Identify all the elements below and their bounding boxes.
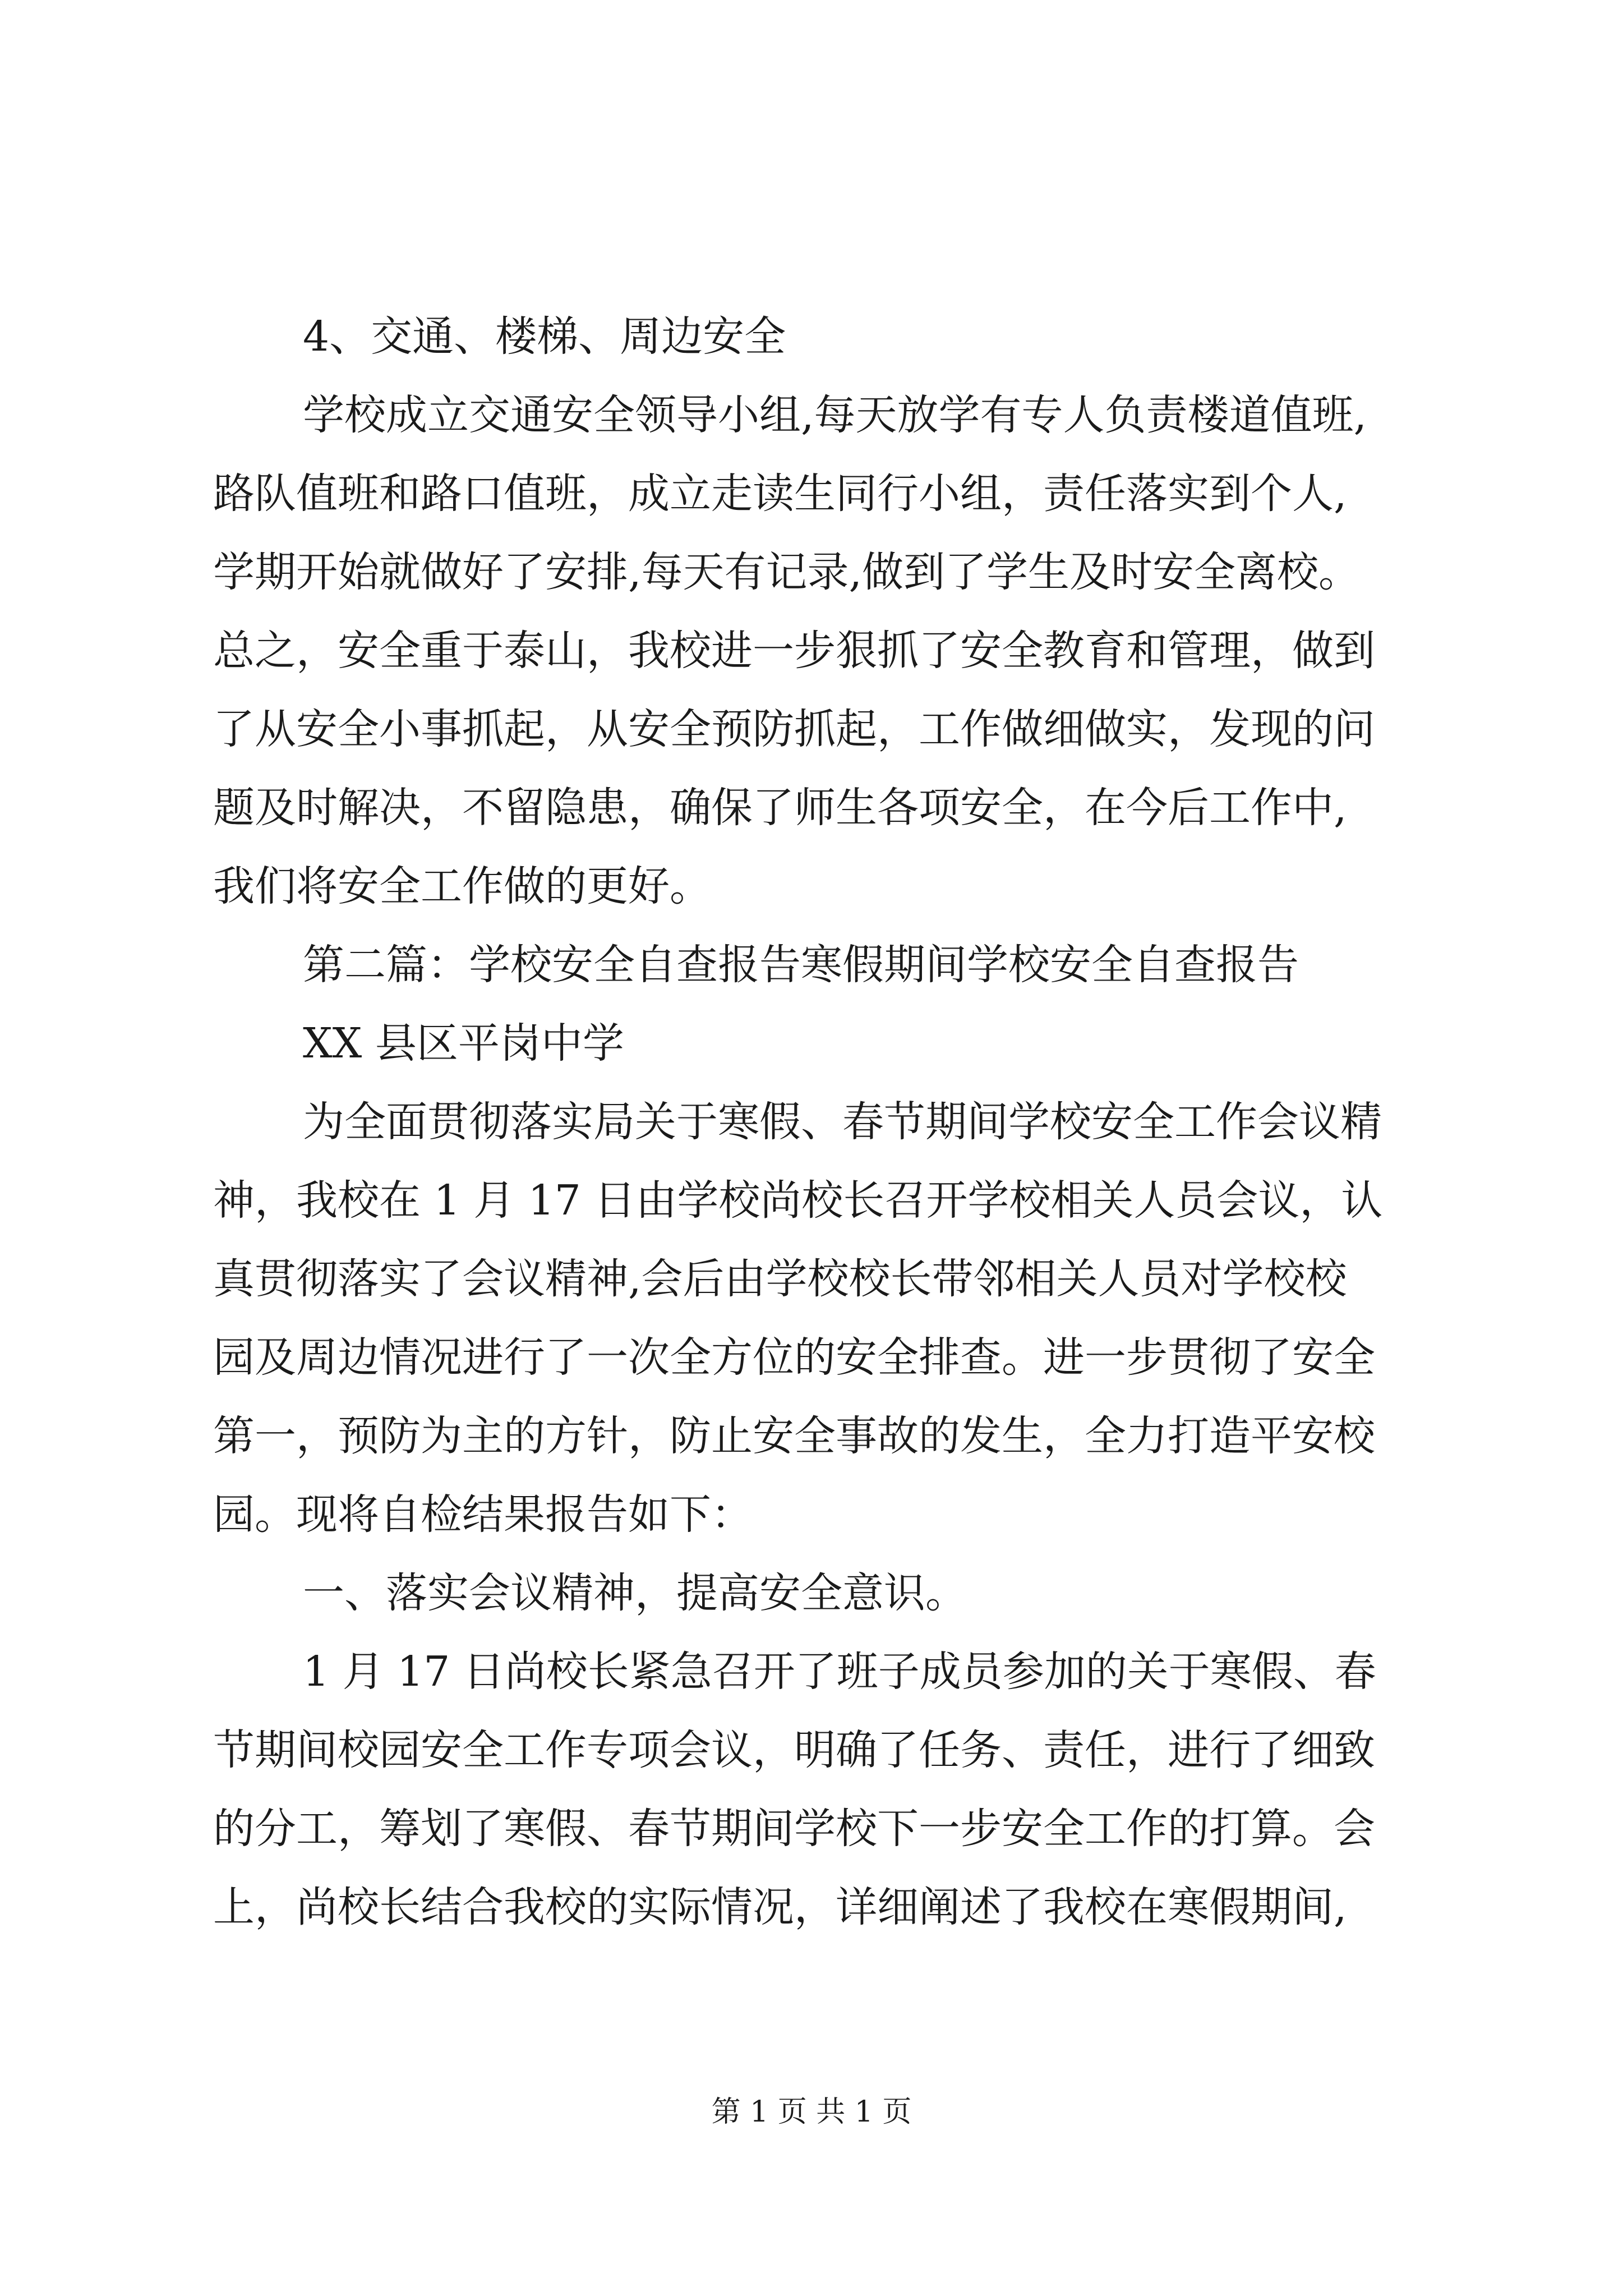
text-line: 第一，预防为主的方针，防止安全事故的发生，全力打造平安校 bbox=[213, 1412, 1375, 1460]
text-line: 神，我校在 1 月 17 日由学校尚校长召开学校相关人员会议，认 bbox=[213, 1176, 1383, 1225]
page-footer: 第 1 页 共 1 页 bbox=[711, 2095, 912, 2129]
text-line: 我们将安全工作做的更好。 bbox=[213, 862, 711, 910]
text-line: 学校成立交通安全领导小组,每天放学有专人负责楼道值班, bbox=[303, 391, 1367, 439]
school-name: XX 县区平岗中学 bbox=[303, 1019, 624, 1068]
text-line: 1 月 17 日尚校长紧急召开了班子成员参加的关于寒假、春 bbox=[303, 1648, 1376, 1696]
text-line: 园及周边情况进行了一次全方位的安全排查。进一步贯彻了安全 bbox=[213, 1333, 1375, 1382]
text-line: 节期间校园安全工作专项会议，明确了任务、责任，进行了细致 bbox=[213, 1726, 1375, 1774]
text-line: 了从安全小事抓起，从安全预防抓起，工作做细做实，发现的问 bbox=[213, 705, 1375, 753]
text-line: 为全面贯彻落实局关于寒假、春节期间学校安全工作会议精 bbox=[303, 1098, 1382, 1146]
text-line: 题及时解决，不留隐患，确保了师生各项安全，在今后工作中, bbox=[213, 784, 1347, 832]
text-line: 4、交通、楼梯、周边安全 bbox=[303, 312, 786, 361]
text-line: 真贯彻落实了会议精神,会后由学校校长带邻相关人员对学校校 bbox=[213, 1255, 1347, 1303]
text-line: 园。现将自检结果报告如下： bbox=[213, 1490, 753, 1539]
section-heading: 第二篇：学校安全自查报告寒假期间学校安全自查报告 bbox=[303, 941, 1299, 989]
text-line: 总之，安全重于泰山，我校进一步狠抓了安全教育和管理，做到 bbox=[213, 627, 1375, 675]
subsection-heading: 一、落实会议精神，提高安全意识。 bbox=[303, 1569, 967, 1617]
text-line: 学期开始就做好了安排,每天有记录,做到了学生及时安全离校。 bbox=[213, 548, 1361, 596]
text-line: 路队值班和路口值班，成立走读生同行小组，责任落实到个人, bbox=[213, 470, 1347, 518]
text-line: 的分工，筹划了寒假、春节期间学校下一步安全工作的打算。会 bbox=[213, 1805, 1375, 1853]
text-line: 上，尚校长结合我校的实际情况，详细阐述了我校在寒假期间, bbox=[213, 1883, 1347, 1931]
